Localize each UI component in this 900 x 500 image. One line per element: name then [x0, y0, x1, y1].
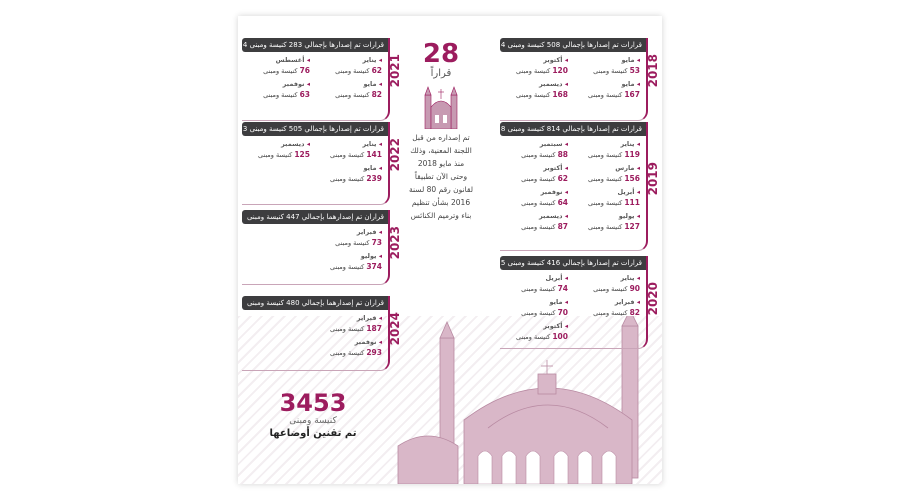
month-column-right	[312, 228, 382, 276]
month-name: أكتوبر ◂	[543, 322, 568, 330]
month-name: ديسمبر ◂	[539, 212, 568, 220]
list-item	[570, 56, 640, 80]
month-column-right	[312, 314, 382, 362]
total-unit: كنيسة ومبنى	[289, 416, 337, 426]
month-name: نوفمبر ◂	[355, 338, 382, 346]
month-name: مايو ◂	[363, 164, 382, 172]
year-header: 8 قرارات تم إصدارها بإجمالي 814 كنيسة ومبنى	[500, 122, 646, 136]
list-item	[570, 212, 640, 236]
decision-value: 187 كنيسة ومبنى	[329, 324, 382, 333]
list-item	[570, 80, 640, 104]
month-name: فبراير ◂	[357, 228, 382, 236]
list-item	[498, 298, 568, 322]
list-item	[498, 212, 568, 236]
list-item	[312, 314, 382, 338]
list-item	[312, 80, 382, 104]
month-name: يناير ◂	[620, 140, 640, 148]
year-header: 5 قرارات تم إصدارها بإجمالي 416 كنيسة ومبنى	[500, 256, 646, 270]
decision-value: 73 كنيسة ومبنى	[335, 238, 382, 247]
month-name: ديسمبر ◂	[281, 140, 310, 148]
list-item	[498, 274, 568, 298]
month-column-left	[498, 274, 568, 346]
month-name: يوليو ◂	[361, 252, 382, 260]
list-item	[312, 228, 382, 252]
list-item	[498, 188, 568, 212]
decision-value: 63 كنيسة ومبنى	[263, 90, 310, 99]
list-item	[498, 56, 568, 80]
month-name: أغسطس ◂	[276, 56, 310, 64]
decision-value: 62 كنيسة ومبنى	[335, 66, 382, 75]
list-item	[570, 164, 640, 188]
total-number: 3453	[279, 389, 347, 417]
decisions-label: قراراً	[430, 68, 452, 79]
month-column-left	[240, 56, 310, 104]
decision-value: 125 كنيسة ومبنى	[257, 150, 310, 159]
list-item	[498, 164, 568, 188]
decision-value: 119 كنيسة ومبنى	[587, 150, 640, 159]
center-description: تم إصداره من قبل اللجنة المعنية، وذلك منذ مايو 2018 وحتى الآن تطبيقاً لقانون رقم 80 لسنة 2016 بشأن تنظيم بناء وترميم الكنائس	[408, 133, 473, 220]
month-name: أكتوبر ◂	[543, 164, 568, 172]
list-item	[498, 140, 568, 164]
decision-value: 374 كنيسة ومبنى	[329, 262, 382, 271]
month-column-right	[570, 140, 640, 236]
year-label: 2022	[388, 138, 402, 172]
church-icon	[421, 83, 461, 129]
year-label: 2023	[388, 226, 402, 260]
month-name: أبريل ◂	[618, 188, 641, 196]
decision-value: 62 كنيسة ومبنى	[521, 174, 568, 183]
decision-value: 70 كنيسة ومبنى	[521, 308, 568, 317]
decision-value: 90 كنيسة ومبنى	[593, 284, 640, 293]
decision-value: 111 كنيسة ومبنى	[587, 198, 640, 207]
month-name: مايو ◂	[363, 80, 382, 88]
year-header: 4 قرارات تم إصدارها بإجمالي 508 كنيسة ومبنى	[500, 38, 646, 52]
month-name: يناير ◂	[362, 140, 382, 148]
center-summary	[406, 40, 476, 222]
list-item	[240, 56, 310, 80]
decision-value: 167 كنيسة ومبنى	[587, 90, 640, 99]
month-column-left	[240, 140, 310, 164]
month-name: يناير ◂	[362, 56, 382, 64]
decision-value: 293 كنيسة ومبنى	[329, 348, 382, 357]
year-label: 2020	[646, 282, 660, 316]
month-name: مايو ◂	[621, 56, 640, 64]
year-label: 2021	[388, 54, 402, 88]
decision-value: 120 كنيسة ومبنى	[515, 66, 568, 75]
list-item	[570, 298, 640, 322]
decision-value: 88 كنيسة ومبنى	[521, 150, 568, 159]
month-name: مايو ◂	[549, 298, 568, 306]
month-column-right	[312, 140, 382, 188]
infographic-poster	[238, 16, 662, 484]
month-column-right	[570, 56, 640, 104]
month-name: مارس ◂	[615, 164, 640, 172]
year-card-2020	[500, 256, 660, 349]
list-item	[498, 80, 568, 104]
list-item	[570, 188, 640, 212]
year-header: 3 قرارات تم إصدارها بإجمالي 505 كنيسة ومبنى	[242, 122, 388, 136]
year-card-2022	[242, 122, 402, 205]
decision-value: 87 كنيسة ومبنى	[521, 222, 568, 231]
month-column-right	[570, 274, 640, 322]
total-caption: تم تقنين أوضاعها	[269, 428, 357, 439]
list-item	[312, 252, 382, 276]
month-name: فبراير ◂	[357, 314, 382, 322]
month-name: ديسمبر ◂	[539, 80, 568, 88]
list-item	[312, 164, 382, 188]
list-item	[240, 80, 310, 104]
month-column-right	[312, 56, 382, 104]
decision-value: 168 كنيسة ومبنى	[515, 90, 568, 99]
decision-value: 156 كنيسة ومبنى	[587, 174, 640, 183]
year-label: 2018	[646, 54, 660, 88]
decision-value: 100 كنيسة ومبنى	[515, 332, 568, 341]
decision-value: 64 كنيسة ومبنى	[521, 198, 568, 207]
year-label: 2024	[388, 312, 402, 346]
month-name: نوفمبر ◂	[283, 80, 310, 88]
month-name: نوفمبر ◂	[541, 188, 568, 196]
decisions-count: 28	[422, 39, 460, 69]
month-column-left	[498, 56, 568, 104]
decision-value: 76 كنيسة ومبنى	[263, 66, 310, 75]
total-summary	[258, 390, 368, 439]
list-item	[312, 56, 382, 80]
list-item	[240, 140, 310, 164]
list-item	[570, 274, 640, 298]
year-card-2019	[500, 122, 660, 251]
decision-value: 239 كنيسة ومبنى	[329, 174, 382, 183]
month-column-left	[498, 140, 568, 236]
decision-value: 74 كنيسة ومبنى	[521, 284, 568, 293]
year-card-2021	[242, 38, 402, 121]
month-name: مايو ◂	[621, 80, 640, 88]
month-name: يوليو ◂	[619, 212, 640, 220]
year-card-2018	[500, 38, 660, 121]
list-item	[570, 140, 640, 164]
year-label: 2019	[646, 162, 660, 196]
list-item	[312, 140, 382, 164]
year-header: قراران تم إصدارهما بإجمالي 447 كنيسة ومبنى	[242, 210, 388, 224]
month-name: فبراير ◂	[615, 298, 640, 306]
month-name: أكتوبر ◂	[543, 56, 568, 64]
year-card-2023	[242, 210, 402, 285]
list-item	[312, 338, 382, 362]
month-name: يناير ◂	[620, 274, 640, 282]
decision-value: 82 كنيسة ومبنى	[593, 308, 640, 317]
decision-value: 141 كنيسة ومبنى	[329, 150, 382, 159]
decision-value: 82 كنيسة ومبنى	[335, 90, 382, 99]
decision-value: 53 كنيسة ومبنى	[593, 66, 640, 75]
decision-value: 127 كنيسة ومبنى	[587, 222, 640, 231]
month-name: سبتمبر ◂	[540, 140, 568, 148]
year-header: 4 قرارات تم إصدارها بإجمالي 283 كنيسة ومبنى	[242, 38, 388, 52]
year-header: قراران تم إصدارهما بإجمالي 480 كنيسة ومبنى	[242, 296, 388, 310]
month-name: أبريل ◂	[546, 274, 569, 282]
list-item	[498, 322, 568, 346]
year-card-2024	[242, 296, 402, 371]
